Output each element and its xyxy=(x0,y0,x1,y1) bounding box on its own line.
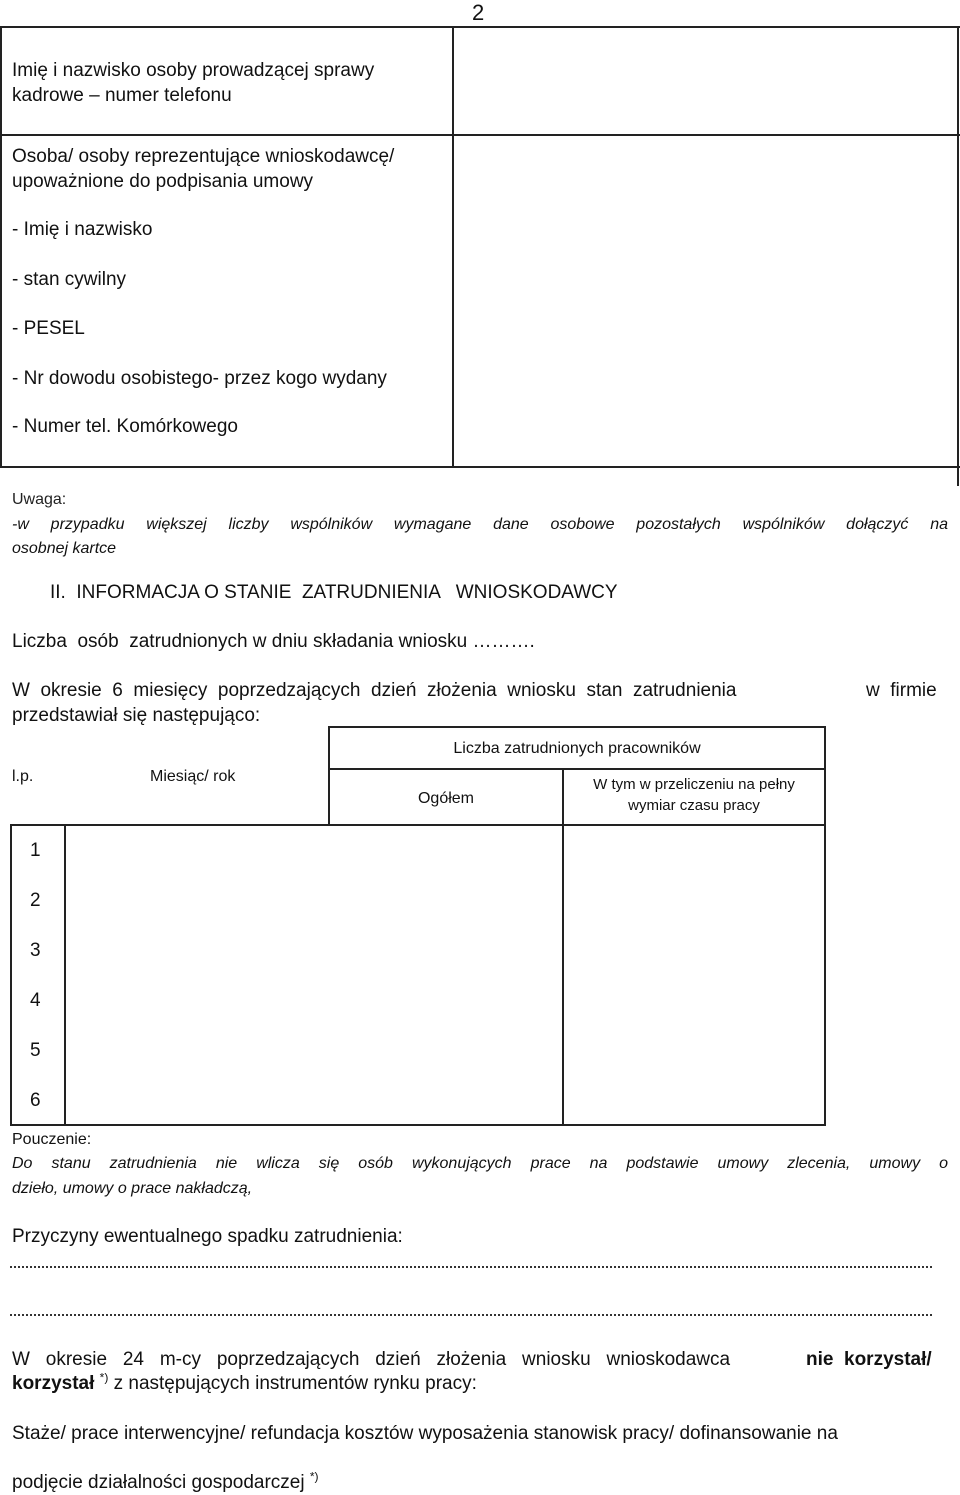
table-bottom-border xyxy=(10,1124,826,1126)
field-mobile-label: - Numer tel. Komórkowego xyxy=(12,416,238,437)
period-text-line1-end: w firmie xyxy=(866,680,937,701)
table-left-border xyxy=(10,824,12,1126)
instruction-line2: dzieło, umowy o prace nakładczą, xyxy=(12,1180,253,1197)
note-title: Uwaga: xyxy=(12,491,67,508)
employees-now-text: Liczba osób zatrudnionych w dniu składania wniosku ………. xyxy=(12,631,535,652)
col-fte-header-line2: wymiar czasu pracy xyxy=(628,797,760,814)
table-header-top xyxy=(328,726,826,728)
table-row-number: 4 xyxy=(30,990,41,1011)
page-number: 2 xyxy=(472,0,485,25)
hr-contact-label-line2: kadrowe – numer telefonu xyxy=(12,85,232,106)
section-heading: II. INFORMACJA O STANIE ZATRUDNIENIA WNIOSKODAWCY xyxy=(50,582,618,603)
representatives-label-line1: Osoba/ osoby reprezentujące wnioskodawcę/ xyxy=(12,146,395,167)
fte-input-area[interactable] xyxy=(564,826,824,1124)
not-used-option[interactable]: nie korzystał/ xyxy=(806,1349,932,1370)
hr-contact-input[interactable] xyxy=(452,26,957,134)
period-text-line1: W okresie 6 miesięcy poprzedzających dzień złożenia wniosku stan zatrudnienia xyxy=(12,680,737,701)
instruction-line1: Do stanu zatrudnienia nie wlicza się osób wykonujących prace na podstawie umowy zlecenia, umowy o xyxy=(12,1155,948,1172)
col-group-header: Liczba zatrudnionych pracowników xyxy=(453,740,701,757)
col-month-header: Miesiąc/ rok xyxy=(150,768,236,785)
col-fte-header-line1: W tym w przeliczeniu na pełny xyxy=(593,776,795,793)
support-text-rest: z następujących instrumentów rynku pracy: xyxy=(108,1373,477,1394)
representatives-label-line2: upoważnione do podpisania umowy xyxy=(12,171,314,192)
table-row-number: 2 xyxy=(30,890,41,911)
footnote-mark: *) xyxy=(99,1370,109,1385)
decline-reasons-label: Przyczyny ewentualnego spadku zatrudnienia: xyxy=(12,1226,403,1247)
hr-contact-label-line1: Imię i nazwisko osoby prowadzącej sprawy xyxy=(12,60,375,81)
table-row-number: 1 xyxy=(30,840,41,861)
field-marital-status-label: - stan cywilny xyxy=(12,269,127,290)
col-lp-header: l.p. xyxy=(12,768,34,785)
support-text-line1: W okresie 24 m-cy poprzedzających dzień złożenia wniosku wnioskodawca xyxy=(12,1349,731,1370)
table-border-right xyxy=(957,26,959,486)
table-border-bottom xyxy=(0,466,960,468)
footnote-mark: *) xyxy=(309,1469,319,1484)
table-border-left xyxy=(0,26,2,468)
decline-reasons-line-1[interactable] xyxy=(10,1266,932,1270)
table-row-number: 3 xyxy=(30,940,41,961)
used-option[interactable]: korzystał xyxy=(12,1373,95,1394)
month-total-input-area[interactable] xyxy=(66,826,562,1124)
support-text-line2 xyxy=(12,1371,477,1396)
table-row-number: 6 xyxy=(30,1090,41,1111)
instruction-title: Pouczenie: xyxy=(12,1131,92,1148)
instruments-line2-text: podjęcie działalności gospodarczej xyxy=(12,1472,305,1493)
table-right-border xyxy=(824,726,826,1126)
table-group-divider xyxy=(328,768,826,770)
field-pesel-label: - PESEL xyxy=(12,318,85,339)
note-text-line2: osobnej kartce xyxy=(12,540,117,557)
field-id-card-label: - Nr dowodu osobistego- przez kogo wydany xyxy=(12,368,387,389)
instruments-line1: Staże/ prace interwencyjne/ refundacja kosztów wyposażenia stanowisk pracy/ dofinansowanie na xyxy=(12,1423,838,1444)
table-row-number: 5 xyxy=(30,1040,41,1061)
decline-reasons-line-2[interactable] xyxy=(10,1314,932,1318)
field-name-label: - Imię i nazwisko xyxy=(12,219,153,240)
period-text-line2: przedstawiał się następująco: xyxy=(12,705,261,726)
representatives-input[interactable] xyxy=(452,136,957,466)
note-text-line1: -w przypadku większej liczby wspólników wymagane dane osobowe pozostałych wspólników dołączyć na xyxy=(12,516,948,533)
instruments-line2 xyxy=(12,1470,319,1495)
col-total-header: Ogółem xyxy=(417,790,475,807)
